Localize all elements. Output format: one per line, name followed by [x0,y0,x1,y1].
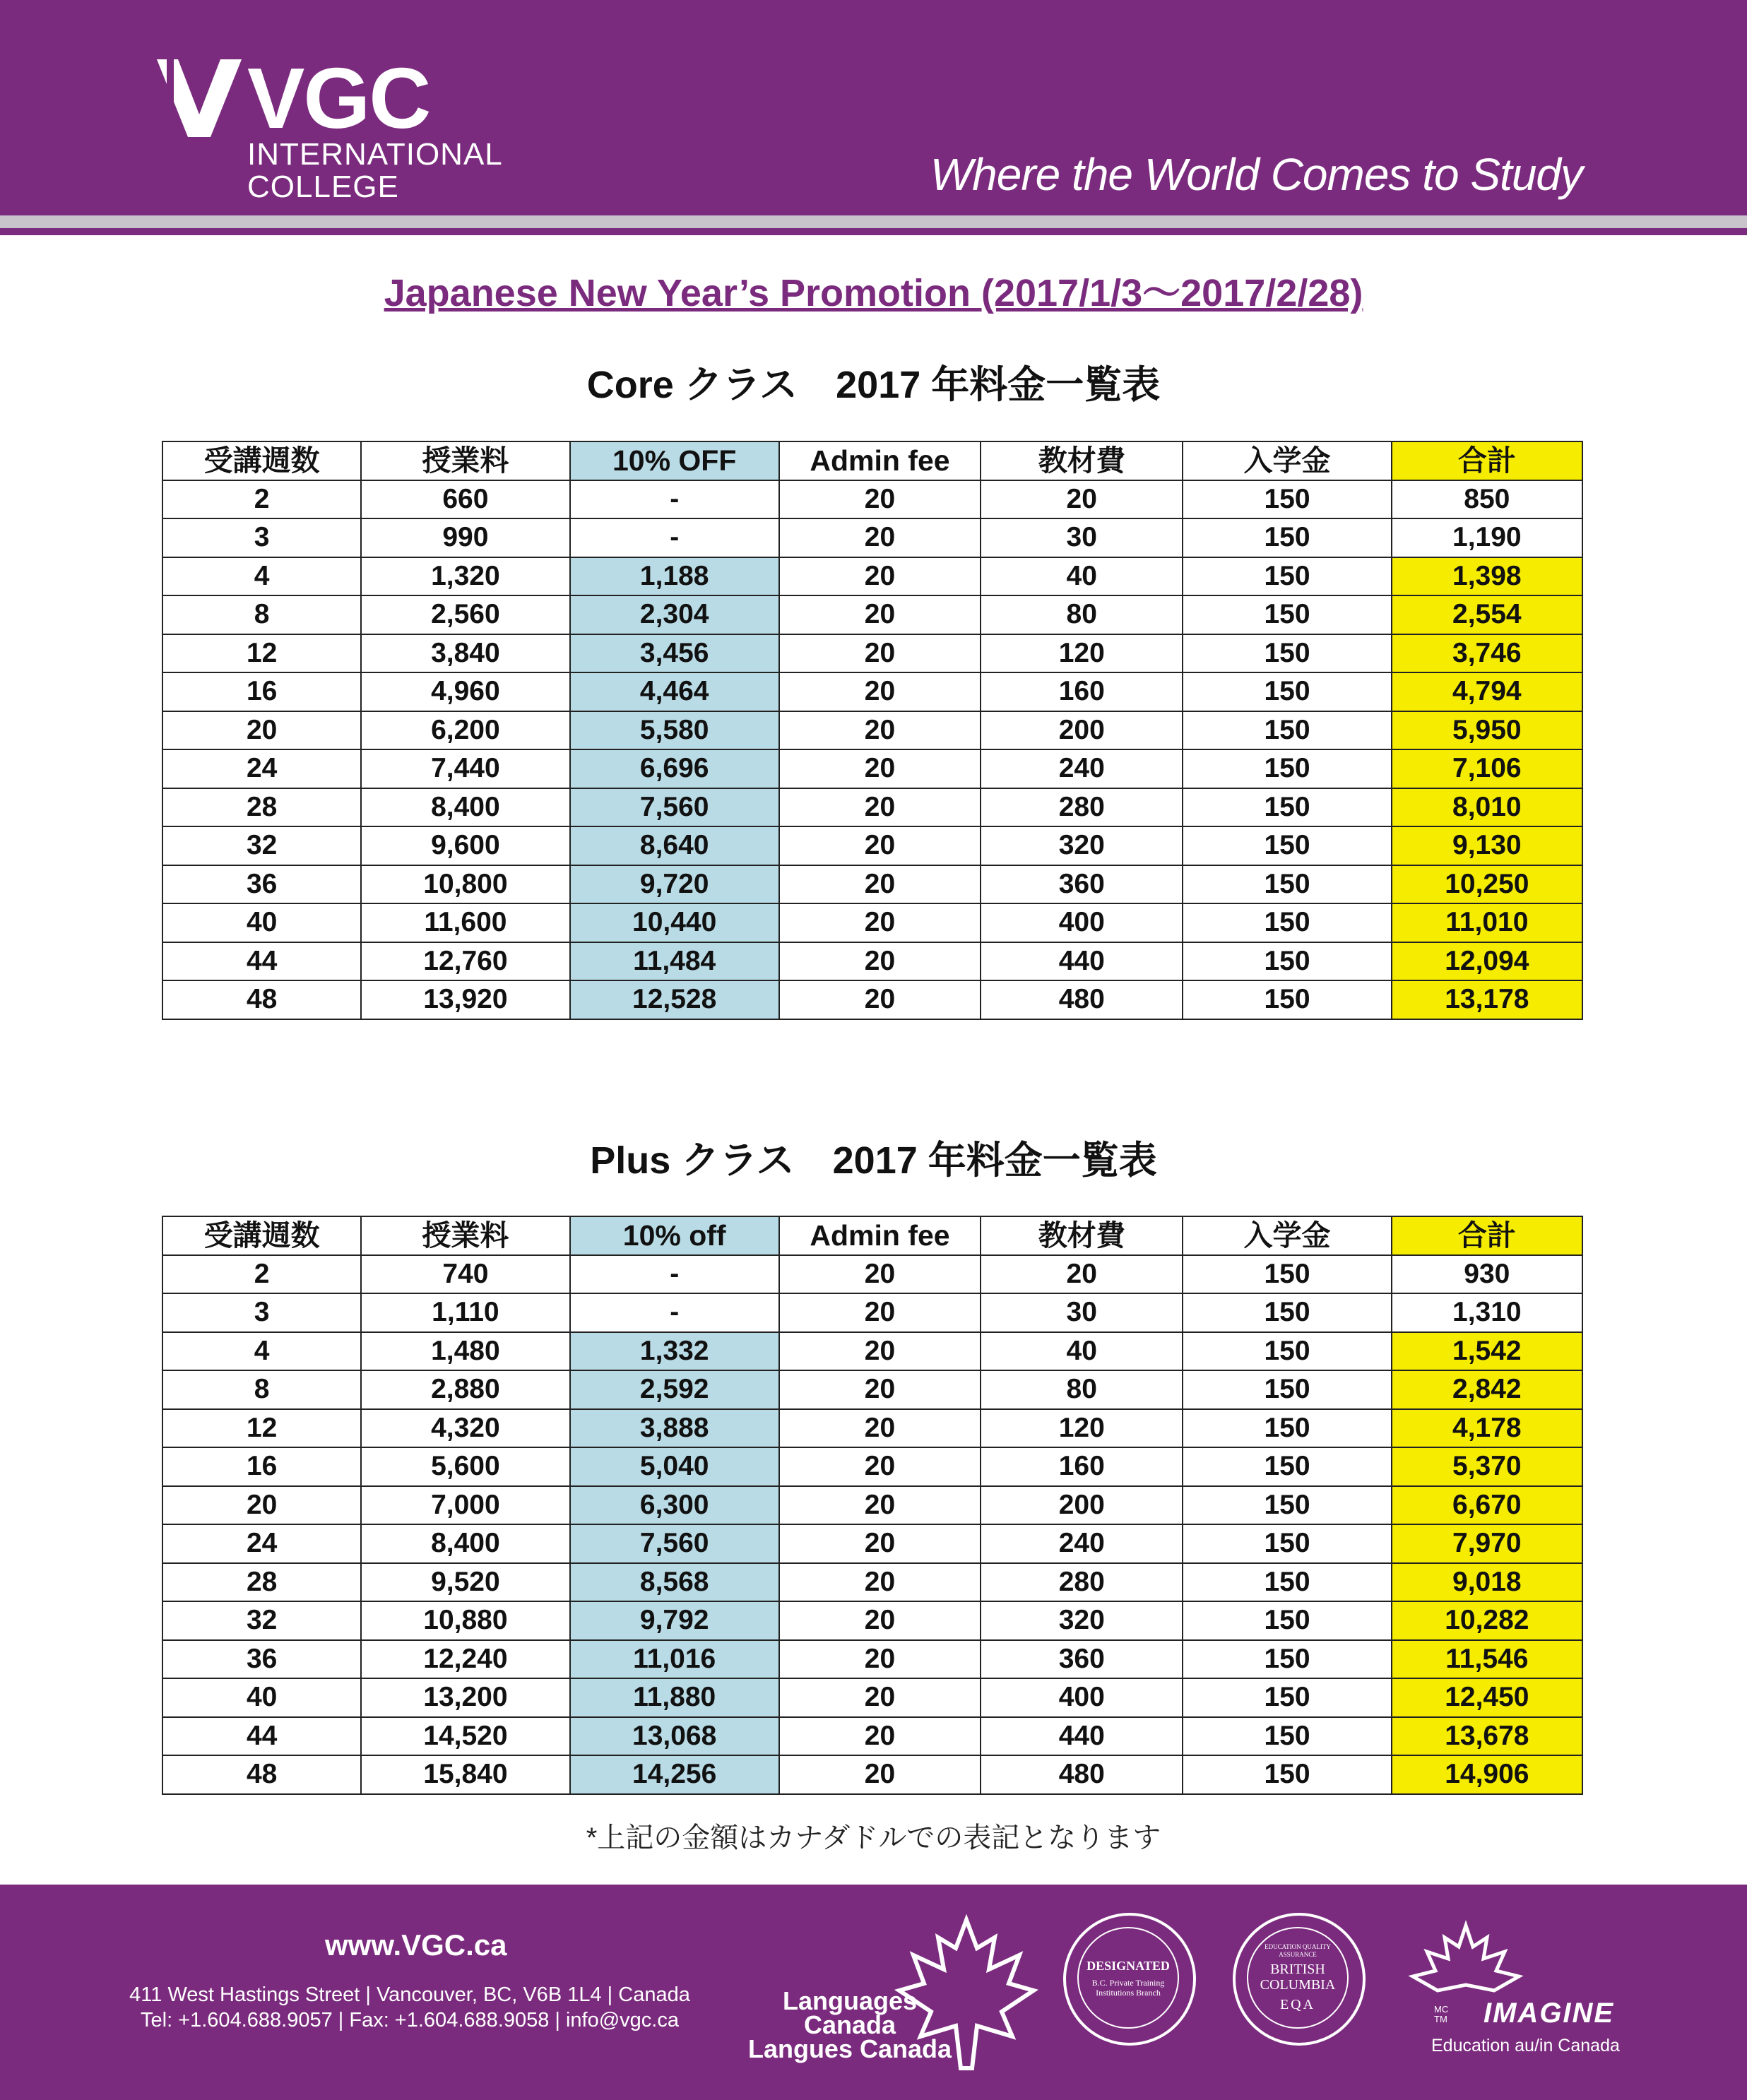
weeks-cell: 4 [162,1332,361,1371]
tuition-cell: 13,200 [361,1678,569,1717]
core-price-table [162,441,1583,1020]
registration-cell: 150 [1183,557,1391,596]
materials-cell: 80 [981,1370,1183,1409]
table-row [162,1678,1582,1717]
table-row [162,942,1582,981]
total-cell: 12,094 [1392,942,1582,981]
tuition-cell: 14,520 [361,1717,569,1756]
logo-sub-line2: COLLEGE [247,170,399,204]
registration-cell: 150 [1183,749,1391,788]
table-row [162,749,1582,788]
materials-cell: 480 [981,980,1183,1019]
tuition-cell: 7,440 [361,749,569,788]
discount-cell: 5,040 [570,1447,779,1486]
total-cell: 13,178 [1392,980,1582,1019]
tuition-cell: 8,400 [361,1524,569,1563]
registration-cell: 150 [1183,1370,1391,1409]
registration-cell: 150 [1183,1255,1391,1294]
table-row [162,1293,1582,1332]
tuition-cell: 4,960 [361,672,569,711]
eqa-ring-text: EDUCATION QUALITY ASSURANCE [1265,1943,1331,1958]
total-cell: 6,670 [1392,1486,1582,1525]
weeks-cell: 28 [162,1563,361,1602]
materials-cell: 30 [981,518,1183,557]
materials-cell: 120 [981,1409,1183,1448]
total-cell: 1,398 [1392,557,1582,596]
promotion-title: Japanese New Year’s Promotion (2017/1/3～2017/2/28) [384,272,1363,314]
logo-sub-line1: INTERNATIONAL [247,137,503,172]
admin-fee-cell: 20 [779,1447,981,1486]
admin-fee-cell: 20 [779,595,981,634]
total-cell: 9,018 [1392,1563,1582,1602]
materials-cell: 480 [981,1755,1183,1794]
total-cell: 9,130 [1392,826,1582,865]
table-row [162,826,1582,865]
materials-cell: 280 [981,788,1183,827]
materials-cell: 360 [981,1640,1183,1679]
header-divider-purple [0,228,1747,235]
admin-fee-cell: 20 [779,518,981,557]
weeks-cell: 28 [162,788,361,827]
discount-cell: 3,456 [570,634,779,673]
materials-cell: 120 [981,634,1183,673]
table-row [162,480,1582,519]
weeks-cell: 48 [162,1755,361,1794]
core-table-body [162,480,1582,1019]
registration-cell: 150 [1183,826,1391,865]
discount-cell: - [570,518,779,557]
registration-cell: 150 [1183,1755,1391,1794]
table-header-row [162,1216,1582,1255]
materials-cell: 240 [981,749,1183,788]
header-weeks: 受講週数 [162,1216,361,1255]
header-materials: 教材費 [981,1216,1183,1255]
header-banner [0,0,1747,215]
admin-fee-cell: 20 [779,788,981,827]
admin-fee-cell: 20 [779,903,981,942]
logo-text: VGC [247,50,430,146]
table-header-row [162,441,1582,480]
admin-fee-cell: 20 [779,749,981,788]
materials-cell: 400 [981,1678,1183,1717]
admin-fee-cell: 20 [779,1486,981,1525]
admin-fee-cell: 20 [779,634,981,673]
discount-cell: 6,300 [570,1486,779,1525]
designated-seal-label: DESIGNATED [1086,1959,1170,1973]
weeks-cell: 2 [162,480,361,519]
weeks-cell: 32 [162,1601,361,1640]
registration-cell: 150 [1183,788,1391,827]
materials-cell: 440 [981,1717,1183,1756]
registration-cell: 150 [1183,595,1391,634]
designated-seal [1063,1913,1196,2046]
tuition-cell: 12,240 [361,1640,569,1679]
admin-fee-cell: 20 [779,1524,981,1563]
contact-line: Tel: +1.604.688.9057 | Fax: +1.604.688.9058 | info@vgc.ca [141,2009,679,2031]
materials-cell: 320 [981,1601,1183,1640]
registration-cell: 150 [1183,1717,1391,1756]
header-materials: 教材費 [981,441,1183,480]
header-discount: 10% off [570,1216,779,1255]
discount-cell: 4,464 [570,672,779,711]
tuition-cell: 2,880 [361,1370,569,1409]
designated-seal-sub: B.C. Private Training Institutions Branch [1091,1978,1165,1998]
plus-table-body [162,1255,1582,1794]
table-row [162,711,1582,750]
registration-cell: 150 [1183,1293,1391,1332]
admin-fee-cell: 20 [779,1601,981,1640]
website-link[interactable]: www.VGC.ca [325,1928,507,1962]
discount-cell: 11,484 [570,942,779,981]
admin-fee-cell: 20 [779,711,981,750]
weeks-cell: 20 [162,1486,361,1525]
tuition-cell: 9,600 [361,826,569,865]
registration-cell: 150 [1183,1601,1391,1640]
total-cell: 14,906 [1392,1755,1582,1794]
discount-cell: 5,580 [570,711,779,750]
materials-cell: 200 [981,711,1183,750]
header-registration: 入学金 [1183,441,1391,480]
admin-fee-cell: 20 [779,1370,981,1409]
materials-cell: 30 [981,1293,1183,1332]
registration-cell: 150 [1183,1332,1391,1371]
imagine-mark: MC TM [1434,2004,1449,2024]
weeks-cell: 4 [162,557,361,596]
weeks-cell: 24 [162,1524,361,1563]
total-cell: 2,842 [1392,1370,1582,1409]
header-weeks: 受講週数 [162,441,361,480]
table-row [162,865,1582,904]
weeks-cell: 16 [162,672,361,711]
total-cell: 10,282 [1392,1601,1582,1640]
header-registration: 入学金 [1183,1216,1391,1255]
tuition-cell: 1,110 [361,1293,569,1332]
weeks-cell: 12 [162,1409,361,1448]
tuition-cell: 4,320 [361,1409,569,1448]
eqa-seal-inner [1247,1927,1349,2029]
materials-cell: 40 [981,1332,1183,1371]
admin-fee-cell: 20 [779,942,981,981]
admin-fee-cell: 20 [779,980,981,1019]
materials-cell: 20 [981,1255,1183,1294]
total-cell: 1,542 [1392,1332,1582,1371]
address-line: 411 West Hastings Street | Vancouver, BC, V6B 1L4 | Canada [129,1983,690,2006]
admin-fee-cell: 20 [779,1640,981,1679]
total-cell: 1,190 [1392,518,1582,557]
table-row [162,672,1582,711]
admin-fee-cell: 20 [779,480,981,519]
discount-cell: 9,792 [570,1601,779,1640]
header-divider-gray [0,215,1747,228]
tuition-cell: 8,400 [361,788,569,827]
materials-cell: 440 [981,942,1183,981]
tuition-cell: 740 [361,1255,569,1294]
discount-cell: 8,640 [570,826,779,865]
tuition-cell: 7,000 [361,1486,569,1525]
header-total: 合計 [1392,1216,1582,1255]
weeks-cell: 20 [162,711,361,750]
weeks-cell: 16 [162,1447,361,1486]
total-cell: 3,746 [1392,634,1582,673]
registration-cell: 150 [1183,1678,1391,1717]
admin-fee-cell: 20 [779,826,981,865]
weeks-cell: 3 [162,1293,361,1332]
tuition-cell: 3,840 [361,634,569,673]
total-cell: 12,450 [1392,1678,1582,1717]
weeks-cell: 36 [162,865,361,904]
discount-cell: 6,696 [570,749,779,788]
registration-cell: 150 [1183,903,1391,942]
admin-fee-cell: 20 [779,1332,981,1371]
table-row [162,518,1582,557]
tuition-cell: 6,200 [361,711,569,750]
tuition-cell: 15,840 [361,1755,569,1794]
admin-fee-cell: 20 [779,1293,981,1332]
tagline: Where the World Comes to Study [930,149,1582,200]
tuition-cell: 10,800 [361,865,569,904]
registration-cell: 150 [1183,634,1391,673]
table-row [162,788,1582,827]
registration-cell: 150 [1183,480,1391,519]
table-row [162,1332,1582,1371]
designated-seal-inner [1077,1927,1179,2029]
weeks-cell: 8 [162,595,361,634]
table-row [162,634,1582,673]
table-row [162,1640,1582,1679]
tuition-cell: 1,480 [361,1332,569,1371]
header-total: 合計 [1392,441,1582,480]
materials-cell: 40 [981,557,1183,596]
tuition-cell: 5,600 [361,1447,569,1486]
weeks-cell: 40 [162,903,361,942]
logo-subtitle [247,138,503,203]
discount-cell: 14,256 [570,1755,779,1794]
discount-cell: 1,188 [570,557,779,596]
admin-fee-cell: 20 [779,557,981,596]
registration-cell: 150 [1183,1409,1391,1448]
registration-cell: 150 [1183,1640,1391,1679]
materials-cell: 80 [981,595,1183,634]
tuition-cell: 990 [361,518,569,557]
materials-cell: 360 [981,865,1183,904]
weeks-cell: 44 [162,1717,361,1756]
table-row [162,1755,1582,1794]
eqa-line2: COLUMBIA [1260,1977,1336,1993]
contact-info [127,1982,692,2033]
table-row [162,557,1582,596]
materials-cell: 280 [981,1563,1183,1602]
discount-cell: 13,068 [570,1717,779,1756]
registration-cell: 150 [1183,1486,1391,1525]
tuition-cell: 10,880 [361,1601,569,1640]
imagine-title: IMAGINE [1484,1998,1615,2029]
registration-cell: 150 [1183,865,1391,904]
registration-cell: 150 [1183,711,1391,750]
core-class-title: Core クラス 2017 年料金一覧表 [586,364,1161,406]
total-cell: 5,950 [1392,711,1582,750]
admin-fee-cell: 20 [779,1563,981,1602]
tuition-cell: 9,520 [361,1563,569,1602]
weeks-cell: 8 [162,1370,361,1409]
table-row [162,1447,1582,1486]
discount-cell: - [570,1255,779,1294]
plus-class-title: Plus クラス 2017 年料金一覧表 [590,1139,1157,1182]
total-cell: 1,310 [1392,1293,1582,1332]
materials-cell: 160 [981,672,1183,711]
weeks-cell: 3 [162,518,361,557]
weeks-cell: 36 [162,1640,361,1679]
table-row [162,1717,1582,1756]
discount-cell: 2,304 [570,595,779,634]
tuition-cell: 660 [361,480,569,519]
discount-cell: - [570,1293,779,1332]
discount-cell: 11,016 [570,1640,779,1679]
weeks-cell: 44 [162,942,361,981]
registration-cell: 150 [1183,1524,1391,1563]
total-cell: 5,370 [1392,1447,1582,1486]
admin-fee-cell: 20 [779,1755,981,1794]
maple-leaf-icon [889,1913,1044,2075]
languages-canada-logo [733,1962,1044,2068]
vgc-logo [157,50,524,208]
table-row [162,980,1582,1019]
discount-cell: 10,440 [570,903,779,942]
weeks-cell: 40 [162,1678,361,1717]
admin-fee-cell: 20 [779,1409,981,1448]
table-row [162,1524,1582,1563]
tuition-cell: 12,760 [361,942,569,981]
total-cell: 4,794 [1392,672,1582,711]
total-cell: 2,554 [1392,595,1582,634]
header-admin-fee: Admin fee [779,441,981,480]
admin-fee-cell: 20 [779,672,981,711]
materials-cell: 240 [981,1524,1183,1563]
header-tuition: 授業料 [361,441,569,480]
discount-cell: 8,568 [570,1563,779,1602]
languages-canada-fr: Langues Canada [747,2034,952,2063]
registration-cell: 150 [1183,980,1391,1019]
discount-cell: 11,880 [570,1678,779,1717]
eqa-line3: EQA [1279,1997,1316,2012]
total-cell: 930 [1392,1255,1582,1294]
imagine-canada-logo [1406,1920,1639,2061]
total-cell: 11,546 [1392,1640,1582,1679]
footer-banner [0,1885,1747,2100]
tuition-cell: 2,560 [361,595,569,634]
eqa-seal [1233,1913,1366,2046]
registration-cell: 150 [1183,942,1391,981]
admin-fee-cell: 20 [779,1255,981,1294]
weeks-cell: 24 [162,749,361,788]
table-row [162,1370,1582,1409]
admin-fee-cell: 20 [779,1717,981,1756]
registration-cell: 150 [1183,518,1391,557]
materials-cell: 200 [981,1486,1183,1525]
table-row [162,595,1582,634]
table-row [162,903,1582,942]
discount-cell: - [570,480,779,519]
tuition-cell: 11,600 [361,903,569,942]
plus-price-table [162,1216,1583,1795]
total-cell: 8,010 [1392,788,1582,827]
weeks-cell: 12 [162,634,361,673]
materials-cell: 320 [981,826,1183,865]
imagine-subtitle: Education au/in Canada [1431,2036,1620,2055]
header-discount: 10% OFF [570,441,779,480]
weeks-cell: 2 [162,1255,361,1294]
discount-cell: 12,528 [570,980,779,1019]
table-row [162,1486,1582,1525]
tuition-cell: 13,920 [361,980,569,1019]
header-admin-fee: Admin fee [779,1216,981,1255]
eqa-line1: BRITISH [1270,1962,1325,1977]
discount-cell: 7,560 [570,788,779,827]
registration-cell: 150 [1183,672,1391,711]
total-cell: 7,970 [1392,1524,1582,1563]
total-cell: 4,178 [1392,1409,1582,1448]
discount-cell: 7,560 [570,1524,779,1563]
table-row [162,1255,1582,1294]
table-row [162,1601,1582,1640]
total-cell: 10,250 [1392,865,1582,904]
table-row [162,1409,1582,1448]
total-cell: 11,010 [1392,903,1582,942]
discount-cell: 2,592 [570,1370,779,1409]
table-row [162,1563,1582,1602]
admin-fee-cell: 20 [779,1678,981,1717]
total-cell: 7,106 [1392,749,1582,788]
admin-fee-cell: 20 [779,865,981,904]
tuition-cell: 1,320 [361,557,569,596]
currency-note: *上記の金額はカナダドルでの表記となります [586,1822,1161,1853]
header-tuition: 授業料 [361,1216,569,1255]
registration-cell: 150 [1183,1447,1391,1486]
discount-cell: 9,720 [570,865,779,904]
materials-cell: 400 [981,903,1183,942]
discount-cell: 1,332 [570,1332,779,1371]
weeks-cell: 32 [162,826,361,865]
total-cell: 850 [1392,480,1582,519]
languages-canada-en: Languages Canada [782,1986,918,2039]
total-cell: 13,678 [1392,1717,1582,1756]
registration-cell: 150 [1183,1563,1391,1602]
vgc-v-icon [157,59,242,137]
materials-cell: 20 [981,480,1183,519]
discount-cell: 3,888 [570,1409,779,1448]
materials-cell: 160 [981,1447,1183,1486]
weeks-cell: 48 [162,980,361,1019]
